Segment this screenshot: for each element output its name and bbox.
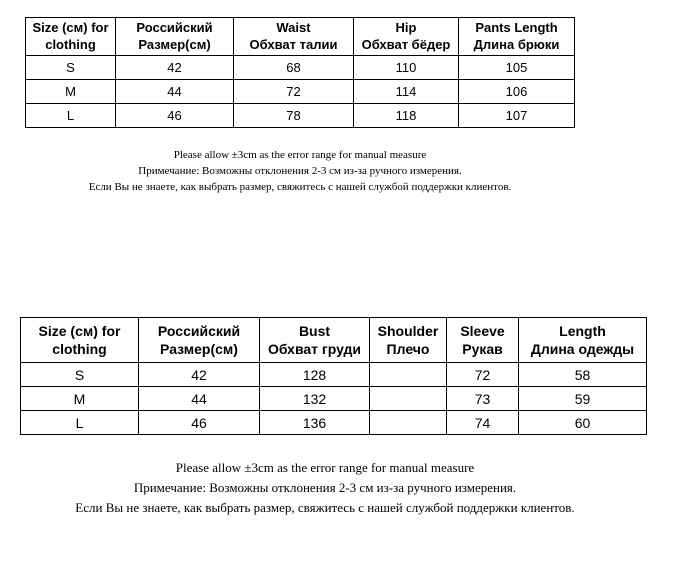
cell-russian-size: 42 [139, 363, 260, 387]
table-header-row [21, 318, 647, 363]
note-deviation: Примечание: Возможны отклонения 2-3 см из-за ручного измерения. [133, 480, 517, 495]
cell-pants-length: 106 [459, 80, 575, 104]
table-row [21, 387, 647, 411]
cell-shoulder [370, 387, 447, 411]
table-row [21, 363, 647, 387]
cell-size: L [26, 104, 116, 128]
cell-russian-size: 44 [116, 80, 234, 104]
pants-size-table [25, 17, 575, 128]
cell-waist: 72 [234, 80, 354, 104]
cell-pants-length: 107 [459, 104, 575, 128]
cell-length: 59 [519, 387, 647, 411]
cell-waist: 68 [234, 56, 354, 80]
header-shoulder: Shoulder Плечо [370, 318, 447, 363]
measurement-note-pants [89, 147, 512, 195]
cell-size: M [26, 80, 116, 104]
cell-russian-size: 46 [139, 411, 260, 435]
cell-russian-size: 42 [116, 56, 234, 80]
table-header-row [26, 18, 575, 56]
measurement-note-top [75, 458, 574, 518]
top-size-table [20, 317, 647, 435]
cell-shoulder [370, 363, 447, 387]
cell-size: S [26, 56, 116, 80]
cell-pants-length: 105 [459, 56, 575, 80]
cell-sleeve: 73 [447, 387, 519, 411]
header-pants-length: Pants Length Длина брюки [459, 18, 575, 56]
cell-size: L [21, 411, 139, 435]
cell-hip: 110 [354, 56, 459, 80]
cell-sleeve: 72 [447, 363, 519, 387]
cell-bust: 136 [260, 411, 370, 435]
cell-russian-size: 46 [116, 104, 234, 128]
cell-shoulder [370, 411, 447, 435]
table-row [26, 56, 575, 80]
cell-size: M [21, 387, 139, 411]
cell-hip: 118 [354, 104, 459, 128]
cell-waist: 78 [234, 104, 354, 128]
header-size: Size (см) for clothing [21, 318, 139, 363]
note-error-range: Please allow ±3cm as the error range for manual measure [173, 149, 427, 161]
table-row [21, 411, 647, 435]
table-row [26, 80, 575, 104]
header-russian-size: Российский Размер(см) [116, 18, 234, 56]
note-deviation: Примечание: Возможны отклонения 2-3 см из-за ручного измерения. [138, 165, 462, 177]
note-contact-support: Если Вы не знаете, как выбрать размер, свяжитесь с нашей службой поддержки клиентов. [88, 181, 512, 193]
cell-bust: 128 [260, 363, 370, 387]
header-hip: Hip Обхват бёдер [354, 18, 459, 56]
cell-length: 58 [519, 363, 647, 387]
cell-length: 60 [519, 411, 647, 435]
cell-size: S [21, 363, 139, 387]
cell-bust: 132 [260, 387, 370, 411]
cell-hip: 114 [354, 80, 459, 104]
note-error-range: Please allow ±3cm as the error range for manual measure [175, 460, 475, 475]
header-length: Length Длина одежды [519, 318, 647, 363]
header-sleeve: Sleeve Рукав [447, 318, 519, 363]
header-russian-size: Российский Размер(см) [139, 318, 260, 363]
cell-sleeve: 74 [447, 411, 519, 435]
table-row [26, 104, 575, 128]
header-size: Size (см) for clothing [26, 18, 116, 56]
header-bust: Bust Обхват груди [260, 318, 370, 363]
header-waist: Waist Обхват талии [234, 18, 354, 56]
note-contact-support: Если Вы не знаете, как выбрать размер, свяжитесь с нашей службой поддержки клиентов. [75, 500, 575, 515]
cell-russian-size: 44 [139, 387, 260, 411]
